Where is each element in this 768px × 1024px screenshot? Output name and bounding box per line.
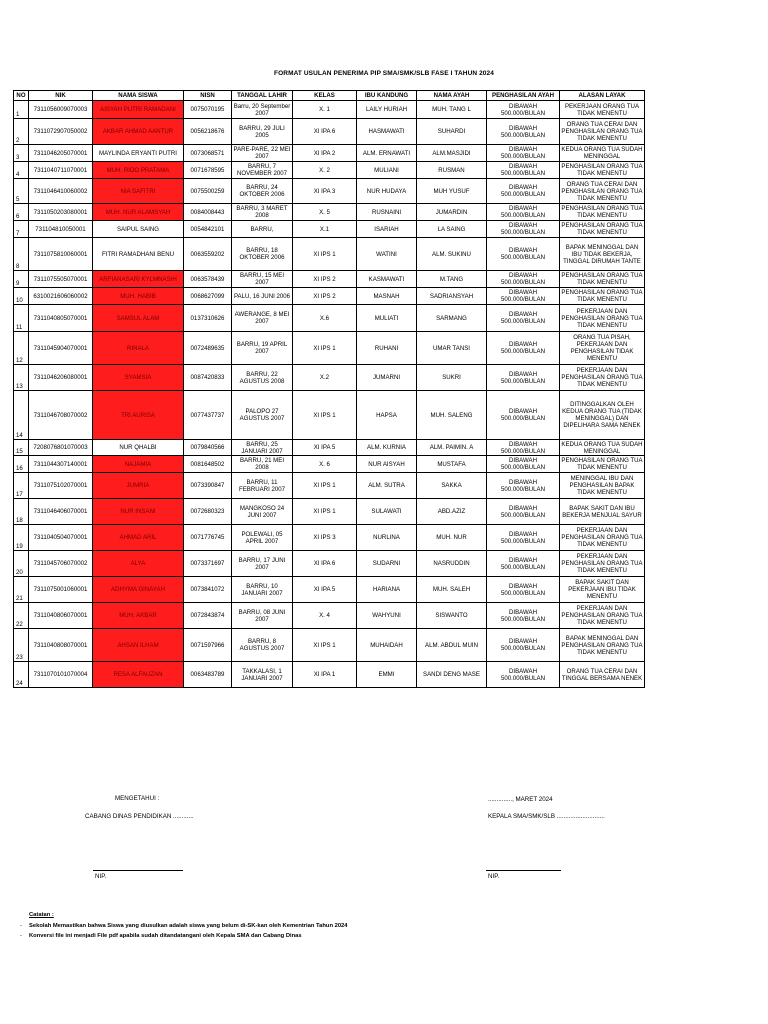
mother-name-cell: MASNAH xyxy=(357,288,417,305)
row-number: 24 xyxy=(14,662,29,688)
table-row xyxy=(14,499,645,525)
mother-name-cell: LAILY HURIAH xyxy=(357,101,417,119)
row-number: 11 xyxy=(14,305,29,332)
class-cell: XI IPS 1 xyxy=(293,238,357,271)
student-name-cell: SAMSUL ALAM xyxy=(93,305,184,332)
row-number: 3 xyxy=(14,145,29,162)
nisn-cell: 0068627099 xyxy=(184,288,232,305)
eligibility-reason-cell: MENINGGAL IBU DAN PENGHASILAN BAPAK TIDAK MENENTU xyxy=(560,473,645,499)
eligibility-reason-cell: PENGHASILAN ORANG TUA TIDAK MENENTU xyxy=(561,205,643,219)
class-cell: XI IPS 1 xyxy=(293,332,357,365)
table-row xyxy=(14,119,645,145)
birth-date-cell: MANGKOSO 24 JUNI 2007 xyxy=(232,499,293,525)
father-income-cell: DIBAWAH 500.000/BULAN xyxy=(487,365,560,391)
row-number: 7 xyxy=(14,221,29,238)
row-number: 15 xyxy=(14,440,29,456)
birth-date-cell: PALOPO 27 AGUSTUS 2007 xyxy=(232,391,293,440)
student-name-cell: RESA ALFAUZAN xyxy=(93,662,184,688)
class-cell: X.2 xyxy=(293,365,357,391)
right-signature-line xyxy=(486,870,561,871)
student-name-cell: NIA SAFITRI xyxy=(93,179,184,204)
student-name-cell: AHSAN ILHAM xyxy=(93,629,184,662)
nisn-cell: 0072843874 xyxy=(184,603,232,629)
father-name-cell: SARMANG xyxy=(417,305,487,332)
father-name-cell: NASRUDDIN xyxy=(417,551,487,577)
table-row xyxy=(14,238,645,271)
class-cell: X. 4 xyxy=(293,603,357,629)
birth-date-cell: PARE-PARE, 22 MEI 2007 xyxy=(233,146,291,160)
row-number: 18 xyxy=(14,499,29,525)
eligibility-reason-cell: PEKERJAAN DAN PENGHASILAN ORANG TUA TIDAK MENENTU xyxy=(560,603,645,629)
nik-cell: 7311072907050002 xyxy=(29,119,93,145)
mother-name-cell: RUHANI xyxy=(357,332,417,365)
header-nama-ayah: NAMA AYAH xyxy=(417,91,487,101)
eligibility-reason-cell: BAPAK SAKIT DAN PEKERJAAN IBU TIDAK MENENTU xyxy=(560,577,645,603)
row-number: 2 xyxy=(14,119,29,145)
nik-cell: 7311040808070001 xyxy=(29,629,93,662)
table-row xyxy=(14,440,645,456)
table-row xyxy=(14,271,645,288)
nisn-cell: 0063483789 xyxy=(184,662,232,688)
row-number: 9 xyxy=(14,271,29,288)
class-cell: X.1 xyxy=(293,221,357,238)
student-name-cell: ARFIANASARI KYLMNASIH xyxy=(93,271,184,288)
row-number: 22 xyxy=(14,603,29,629)
nisn-cell: 0056218676 xyxy=(184,119,232,145)
birth-date-cell: BARRU, 24 OKTOBER 2006 xyxy=(232,179,293,204)
nisn-cell: 0079840566 xyxy=(184,440,232,456)
table-row xyxy=(14,221,645,238)
father-income-cell: DIBAWAH 500.000/BULAN xyxy=(487,662,560,688)
table-row xyxy=(14,473,645,499)
class-cell: XI IPA 6 xyxy=(293,551,357,577)
student-name-cell: MUH. AKBAR xyxy=(93,603,184,629)
mother-name-cell: MULIATI xyxy=(357,305,417,332)
row-number: 14 xyxy=(14,391,29,440)
student-name-cell: AISYAH PUTRI RAMADANI xyxy=(93,101,184,119)
student-name-cell: FITRI RAMADHANI BENU xyxy=(93,238,184,271)
eligibility-reason-cell: ORANG TUA CERAI DAN TINGGAL BERSAMA NENEK xyxy=(560,662,645,688)
birth-date-cell: BARRU, 11 FEBRUARI 2007 xyxy=(232,473,293,499)
table-row xyxy=(14,391,645,440)
father-name-cell: LA SAING xyxy=(417,221,487,238)
nisn-cell: 0084008443 xyxy=(184,204,232,221)
nik-cell: 7311046205070001 xyxy=(29,145,93,162)
row-number: 13 xyxy=(14,365,29,391)
student-name-cell: ALYA xyxy=(93,551,184,577)
header-penghasilan-ayah: PENGHASILAN AYAH xyxy=(487,91,560,101)
notes-section xyxy=(20,912,348,941)
header-nisn: NISN xyxy=(184,91,232,101)
left-signature-line xyxy=(93,870,183,871)
nisn-cell: 0073841072 xyxy=(184,577,232,603)
notes-heading: Catatan : xyxy=(29,912,54,918)
eligibility-reason-cell: PENGHASILAN ORANG TUA TIDAK MENENTU xyxy=(561,163,643,177)
row-number: 19 xyxy=(14,525,29,551)
father-income-cell: DIBAWAH 500.000/BULAN xyxy=(487,119,560,145)
row-number: 8 xyxy=(14,238,29,271)
birth-date-cell: BARRU, xyxy=(232,221,293,238)
birth-date-cell: BARRU, 22 AGUSTUS 2008 xyxy=(232,365,293,391)
row-number: 5 xyxy=(14,179,29,204)
nik-cell: 7208076801070003 xyxy=(29,440,93,456)
father-name-cell: JUMARDIN xyxy=(417,204,487,221)
left-nip: NIP. xyxy=(95,873,107,880)
table-row xyxy=(14,332,645,365)
father-income-cell: DIBAWAH 500.000/BULAN xyxy=(487,271,560,288)
birth-date-cell: BARRU, 7 NOVEMBER 2007 xyxy=(232,162,293,179)
header-nik: NIK xyxy=(29,91,93,101)
father-name-cell: MUH. NUR xyxy=(417,525,487,551)
father-income-cell: DIBAWAH 500.000/BULAN xyxy=(487,499,560,525)
eligibility-reason-cell: PENGHASILAN ORANG TUA TIDAK MENENTU xyxy=(561,289,643,303)
father-income-cell: DIBAWAH 500.000/BULAN xyxy=(487,101,560,119)
mother-name-cell: KASMAWATI xyxy=(357,271,417,288)
student-name-cell: MUH. RIDO PRATAMA xyxy=(93,162,184,179)
mother-name-cell: WATINI xyxy=(357,238,417,271)
father-income-cell: DIBAWAH 500.000/BULAN xyxy=(487,440,560,456)
father-income-cell: DIBAWAH 500.000/BULAN xyxy=(487,179,560,204)
mother-name-cell: SUDARNI xyxy=(357,551,417,577)
table-row xyxy=(14,179,645,204)
table-row xyxy=(14,662,645,688)
row-number: 16 xyxy=(14,456,29,473)
nisn-cell: 0072489635 xyxy=(184,332,232,365)
class-cell: XI IPA 2 xyxy=(293,145,357,162)
eligibility-reason-cell: PENGHASILAN ORANG TUA TIDAK MENENTU xyxy=(561,272,643,286)
table-row xyxy=(14,204,645,221)
student-name-cell: RINALA xyxy=(93,332,184,365)
table-row xyxy=(14,551,645,577)
student-table xyxy=(13,90,645,688)
header-nama-siswa: NAMA SISWA xyxy=(93,91,184,101)
father-name-cell: SAKKA xyxy=(417,473,487,499)
father-income-cell: DIBAWAH 500.000/BULAN xyxy=(487,551,560,577)
nik-cell: 7311040806070001 xyxy=(29,603,93,629)
table-row xyxy=(14,525,645,551)
father-name-cell: MUH. SALEH xyxy=(417,577,487,603)
nik-cell: 7311040504070001 xyxy=(29,525,93,551)
header-ibu-kandung: IBU KANDUNG xyxy=(357,91,417,101)
eligibility-reason-cell: ORANG TUA CERAI DAN PENGHASILAN ORANG TUA TIDAK MENENTU xyxy=(561,180,643,202)
table-row xyxy=(14,603,645,629)
father-income-cell: DIBAWAH 500.000/BULAN xyxy=(487,525,560,551)
right-nip: NIP. xyxy=(488,873,500,880)
student-name-cell: AKBAR AHMAD AANTUR xyxy=(93,119,184,145)
class-cell: XI IPS 2 xyxy=(293,288,357,305)
nisn-cell: 0073068571 xyxy=(184,145,232,162)
note-text: Sekolah Memastikan bahwa Siswa yang diusulkan adalah siswa yang belum di-SK-kan oleh Kementrian Tahun 2024 xyxy=(29,923,348,929)
note-item xyxy=(20,921,348,931)
mother-name-cell: EMMI xyxy=(357,662,417,688)
father-income-cell: DIBAWAH 500.000/BULAN xyxy=(487,305,560,332)
class-cell: X. 5 xyxy=(293,204,357,221)
nik-cell: 7311050203080001 xyxy=(29,204,93,221)
table-row xyxy=(14,577,645,603)
nik-cell: 7311040805070001 xyxy=(29,305,93,332)
birth-date-cell: BARRU, 15 MEI 2007 xyxy=(232,271,293,288)
father-income-cell: DIBAWAH 500.000/BULAN xyxy=(487,456,560,473)
header-no: NO xyxy=(14,91,29,101)
header-kelas: KELAS xyxy=(293,91,357,101)
mother-name-cell: ALM. SUTRA xyxy=(357,473,417,499)
student-name-cell: NUR QHALBI xyxy=(93,440,184,456)
student-name-cell: MUH. HABIB xyxy=(93,288,184,305)
nik-cell: 6310021606060002 xyxy=(29,288,93,305)
nik-cell: 7311046406070001 xyxy=(29,499,93,525)
mother-name-cell: NUR HUDAYA xyxy=(357,179,417,204)
birth-date-cell: BARRU, 25 JANUARI 2007 xyxy=(232,440,293,456)
student-name-cell: SAIPUL SAING xyxy=(93,221,184,238)
nik-cell: 7311045706070002 xyxy=(29,551,93,577)
father-name-cell: RUSMAN xyxy=(417,162,487,179)
class-cell: XI IPS 1 xyxy=(293,391,357,440)
mother-name-cell: MULIANI xyxy=(357,162,417,179)
eligibility-reason-cell: ORANG TUA CERAI DAN PENGHASILAN ORANG TUA TIDAK MENENTU xyxy=(560,119,645,145)
mother-name-cell: HARIANA xyxy=(357,577,417,603)
table-row xyxy=(14,629,645,662)
mother-name-cell: JUMARNI xyxy=(357,365,417,391)
nik-cell: 7311045904070001 xyxy=(29,332,93,365)
table-row xyxy=(14,162,645,179)
nisn-cell: 0073390847 xyxy=(184,473,232,499)
nisn-cell: 0071597966 xyxy=(184,629,232,662)
father-name-cell: M.TANG xyxy=(417,271,487,288)
nik-cell: 7311056009070003 xyxy=(29,101,93,119)
eligibility-reason-cell: DITINGGALKAN OLEH KEDUA ORANG TUA (TIDAK MENINGGAL) DAN DIPELIHARA SAMA NENEK xyxy=(560,391,645,440)
student-name-cell: TRI AURISA xyxy=(93,391,184,440)
mother-name-cell: ALM. ERNAWATI xyxy=(357,145,417,162)
father-name-cell: ALM.MASJIDI xyxy=(417,145,487,162)
father-income-cell: DIBAWAH 500.000/BULAN xyxy=(487,629,560,662)
student-name-cell: NAJAMIA xyxy=(93,456,184,473)
father-income-cell: DIBAWAH 500.000/BULAN xyxy=(487,221,560,238)
nik-cell: 7311075001060001 xyxy=(29,577,93,603)
class-cell: XI IPA 1 xyxy=(293,662,357,688)
class-cell: X. 2 xyxy=(293,162,357,179)
mother-name-cell: ALM. KURNIA xyxy=(357,440,417,456)
nisn-cell: 0072680323 xyxy=(184,499,232,525)
nik-cell: 7311070101070004 xyxy=(29,662,93,688)
nisn-cell: 0073371697 xyxy=(184,551,232,577)
birth-date-cell: POLEWALI, 05 APRIL 2007 xyxy=(232,525,293,551)
class-cell: XI IPS 1 xyxy=(293,629,357,662)
father-name-cell: ALM. PAIMIN. A xyxy=(417,440,487,456)
eligibility-reason-cell: BAPAK SAKIT DAN IBU BEKERJA MENJUAL SAYUR xyxy=(560,499,645,525)
class-cell: X. 1 xyxy=(293,101,357,119)
nisn-cell: 0137310626 xyxy=(184,305,232,332)
header-alasan-layak: ALASAN LAYAK xyxy=(560,91,645,101)
eligibility-reason-cell: KEDUA ORANG TUA SUDAH MENINGGAL xyxy=(561,440,643,455)
birth-date-cell: BARRU, 29 JULI 2005 xyxy=(232,119,293,145)
eligibility-reason-cell: PEKERJAAN DAN PENGHASILAN ORANG TUA TIDAK MENENTU xyxy=(560,551,645,577)
mengetahui-label: MENGETAHUI : xyxy=(115,795,160,802)
birth-date-cell: BARRU, 08 JUNI 2007 xyxy=(232,603,293,629)
kepala-sekolah-label: KEPALA SMA/SMK/SLB ............................ xyxy=(488,813,605,820)
mother-name-cell: NUR AISYAH xyxy=(357,456,417,473)
birth-date-cell: BARRU, 19 APRIL 2007 xyxy=(232,332,293,365)
nisn-cell: 0081648502 xyxy=(184,456,232,473)
student-name-cell: ADHYMA GINAYAH xyxy=(93,577,184,603)
father-name-cell: ABD.AZIZ xyxy=(417,499,487,525)
nik-cell: 7311075505070001 xyxy=(29,271,93,288)
class-cell: XI IPS 1 xyxy=(293,473,357,499)
nik-cell: 731104810050001 xyxy=(29,221,93,238)
father-name-cell: MUSTAFA xyxy=(417,456,487,473)
mother-name-cell: WAHYUNI xyxy=(357,603,417,629)
row-number: 12 xyxy=(14,332,29,365)
student-name-cell: JUMRIA xyxy=(93,473,184,499)
birth-date-cell: BARRU, 21 MEI 2008 xyxy=(232,456,293,473)
birth-date-cell: BARRU, 3 MARET 2008 xyxy=(232,204,293,221)
birth-date-cell: BARRU, 10 JANUARI 2007 xyxy=(232,577,293,603)
student-name-cell: MAYLINDA ERYANTI PUTRI xyxy=(93,145,184,162)
class-cell: X.6 xyxy=(293,305,357,332)
nik-cell: 7311040711070001 xyxy=(29,162,93,179)
father-name-cell: SANDI DENG MASE xyxy=(417,662,487,688)
student-name-cell: AHMAD ARIL xyxy=(93,525,184,551)
table-row xyxy=(14,305,645,332)
note-bullet: - xyxy=(20,933,22,939)
mother-name-cell: SULAWATI xyxy=(357,499,417,525)
nisn-cell: 0077437737 xyxy=(184,391,232,440)
row-number: 10 xyxy=(14,288,29,305)
table-row xyxy=(14,101,645,119)
header-tanggal-lahir: TANGGAL LAHIR xyxy=(232,91,293,101)
birth-date-cell: TAKKALASI, 1 JANUARI 2007 xyxy=(232,662,293,688)
row-number: 20 xyxy=(14,551,29,577)
father-name-cell: SUHARDI xyxy=(417,119,487,145)
table-body xyxy=(14,101,645,688)
nisn-cell: 0087420833 xyxy=(184,365,232,391)
eligibility-reason-cell: PEKERJAAN DAN PENGHASILAN ORANG TUA TIDAK MENENTU xyxy=(560,305,645,332)
eligibility-reason-cell: KEDUA ORANG TUA SUDAH MENINGGAL xyxy=(561,146,643,160)
birth-date-cell: PALU, 16 JUNI 2006 xyxy=(232,288,293,305)
nik-cell: 7311075810060001 xyxy=(29,238,93,271)
birth-date-cell: BARRU, 17 JUNI 2007 xyxy=(232,551,293,577)
nisn-cell: 0071678595 xyxy=(184,162,232,179)
father-income-cell: DIBAWAH 500.000/BULAN xyxy=(487,288,560,305)
mother-name-cell: ISARIAH xyxy=(357,221,417,238)
father-income-cell: DIBAWAH 500.000/BULAN xyxy=(487,162,560,179)
father-name-cell: ALM. ABDUL MUIN xyxy=(417,629,487,662)
nisn-cell: 0063559202 xyxy=(184,238,232,271)
table-row xyxy=(14,365,645,391)
birth-date-cell: BARRU, 18 OKTOBER 2006 xyxy=(232,238,293,271)
table-row xyxy=(14,288,645,305)
father-income-cell: DIBAWAH 500.000/BULAN xyxy=(487,332,560,365)
mother-name-cell: HAPSA xyxy=(357,391,417,440)
class-cell: XI IPA 6 xyxy=(293,119,357,145)
eligibility-reason-cell: PENGHASILAN ORANG TUA TIDAK MENENTU xyxy=(561,222,643,236)
eligibility-reason-cell: BAPAK MENINGGAL DAN PENGHASILAN ORANG TUA TIDAK MENENTU xyxy=(560,629,645,662)
table-header-row xyxy=(14,91,645,101)
father-income-cell: DIBAWAH 500.000/BULAN xyxy=(487,603,560,629)
nisn-cell: 0075070195 xyxy=(184,101,232,119)
father-name-cell: SUKRI xyxy=(417,365,487,391)
class-cell: XI IPS 1 xyxy=(293,499,357,525)
father-name-cell: MUH YUSUF xyxy=(417,179,487,204)
class-cell: XI IPS 2 xyxy=(293,271,357,288)
note-bullet: - xyxy=(20,923,22,929)
cabang-dinas-label: CABANG DINAS PENDIDIKAN ............ xyxy=(85,813,194,820)
birth-date-cell: Barru, 20 September 2007 xyxy=(232,101,293,119)
birth-date-cell: AWERANGE, 8 MEI 2007 xyxy=(232,305,293,332)
row-number: 6 xyxy=(14,204,29,221)
class-cell: XI IPA 3 xyxy=(293,179,357,204)
note-text: Konversi file ini menjadi File pdf apabila sudah ditandatangani oleh Kepala SMA dan Cabang Dinas xyxy=(29,933,302,939)
class-cell: XI IPS 3 xyxy=(293,525,357,551)
father-income-cell: DIBAWAH 500.000/BULAN xyxy=(487,391,560,440)
father-income-cell: DIBAWAH 500.000/BULAN xyxy=(487,238,560,271)
document-title: FORMAT USULAN PENERIMA PIP SMA/SMK/SLB FASE I TAHUN 2024 xyxy=(274,70,494,77)
mother-name-cell: HASMAWATI xyxy=(357,119,417,145)
father-income-cell: DIBAWAH 500.000/BULAN xyxy=(487,204,560,221)
table-row xyxy=(14,145,645,162)
father-name-cell: MUH. TANG L xyxy=(417,101,487,119)
birth-date-cell: BARRU, 8 AGUSTUS 2007 xyxy=(232,629,293,662)
mother-name-cell: MUHAIDAH xyxy=(357,629,417,662)
eligibility-reason-cell: PEKERJAAN ORANG TUA TIDAK MENENTU xyxy=(560,101,645,119)
mother-name-cell: NURLINA xyxy=(357,525,417,551)
father-income-cell: DIBAWAH 500.000/BULAN xyxy=(487,577,560,603)
eligibility-reason-cell: PENGHASILAN ORANG TUA TIDAK MENENTU xyxy=(561,457,643,471)
father-name-cell: UMAR TANSI xyxy=(417,332,487,365)
nisn-cell: 0054842101 xyxy=(184,221,232,238)
father-income-cell: DIBAWAH 500.000/BULAN xyxy=(487,145,560,162)
row-number: 21 xyxy=(14,577,29,603)
eligibility-reason-cell: ORANG TUA PISAH, PEKERJAAN DAN PENGHASILAN TIDAK MENENTU xyxy=(560,332,645,365)
father-name-cell: ALM. SUKINU xyxy=(417,238,487,271)
class-cell: XI IPA 5 xyxy=(293,577,357,603)
date-line: .............., MARET 2024 xyxy=(488,796,553,803)
nik-cell: 7311075102070001 xyxy=(29,473,93,499)
father-name-cell: MUH. SALENG xyxy=(417,391,487,440)
nisn-cell: 0063578439 xyxy=(184,271,232,288)
row-number: 4 xyxy=(14,162,29,179)
father-name-cell: SISWANTO xyxy=(417,603,487,629)
student-name-cell: SYAMSIA xyxy=(93,365,184,391)
nisn-cell: 0071776745 xyxy=(184,525,232,551)
eligibility-reason-cell: PEKERJAAN DAN PENGHASILAN ORANG TUA TIDAK MENENTU xyxy=(560,365,645,391)
student-name-cell: NUR INSANI xyxy=(93,499,184,525)
nik-cell: 7311046206080001 xyxy=(29,365,93,391)
note-item xyxy=(20,931,348,941)
row-number: 17 xyxy=(14,473,29,499)
table-row xyxy=(14,456,645,473)
nik-cell: 7311044307140001 xyxy=(29,456,93,473)
row-number: 23 xyxy=(14,629,29,662)
eligibility-reason-cell: BAPAK MENINGGAL DAN IBU TIDAK BEKERJA, TINGGAL DIRUMAH TANTE xyxy=(560,238,645,271)
nik-cell: 7311046708070002 xyxy=(29,391,93,440)
class-cell: X. 6 xyxy=(293,456,357,473)
father-income-cell: DIBAWAH 500.000/BULAN xyxy=(487,473,560,499)
nisn-cell: 0075500259 xyxy=(184,179,232,204)
father-name-cell: SADRIANSYAH xyxy=(417,288,487,305)
row-number: 1 xyxy=(14,101,29,119)
eligibility-reason-cell: PEKERJAAN DAN PENGHASILAN ORANG TUA TIDAK MENENTU xyxy=(560,525,645,551)
student-name-cell: MUH. NUR ALAMSYAH xyxy=(93,204,184,221)
class-cell: XI IPA 5 xyxy=(293,440,357,456)
nik-cell: 7311046410060002 xyxy=(29,179,93,204)
mother-name-cell: RUSNAINI xyxy=(357,204,417,221)
